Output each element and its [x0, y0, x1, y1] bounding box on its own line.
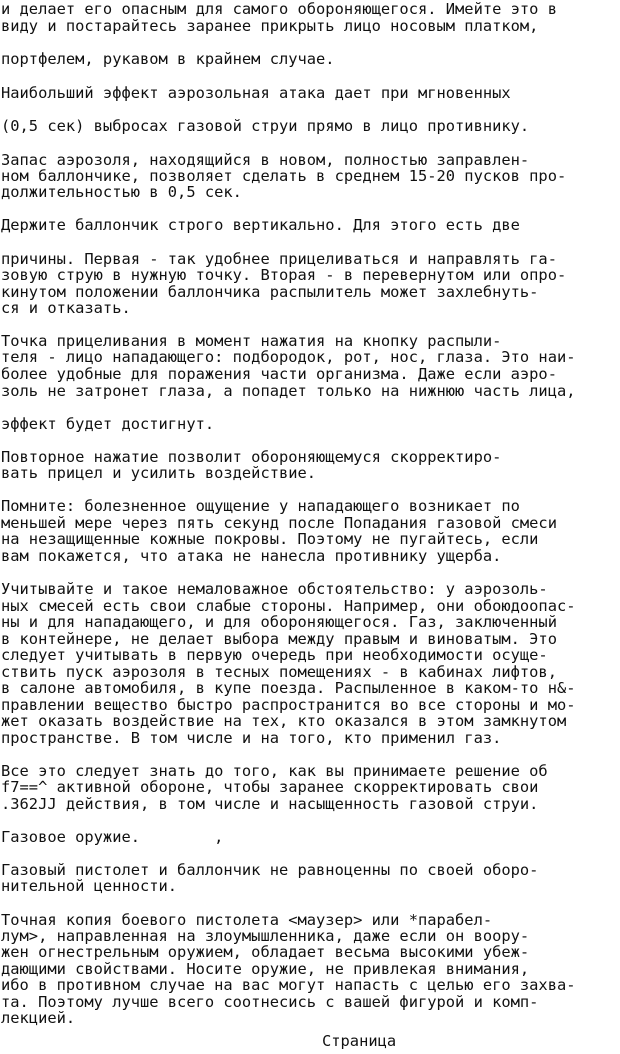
text-line: на незащищенные кожные покровы. Поэтому не пугайтесь, если: [1, 530, 539, 548]
text-line: зовую струю в нужную точку. Вторая - в перевернутом или опро-: [1, 266, 567, 284]
text-line: Запас аэрозоля, находящийся в новом, полностью заправлен-: [1, 151, 530, 169]
text-line: более удобные для поражения части организма. Даже если аэро-: [1, 365, 557, 383]
text-line: ном баллончике, позволяет сделать в среднем 15-20 пусков про-: [1, 167, 567, 185]
text-line: вам покажется, что атака не нанесла противнику ущерба.: [1, 547, 502, 565]
text-line: .362JJ действия, в том числе и насыщенность газовой струи.: [1, 795, 539, 813]
text-line: в контейнере, не делает выбора между правым и виноватым. Это: [1, 630, 557, 648]
text-line: кинутом положении баллончика распылитель может захлебнуть-: [1, 283, 539, 301]
text-line: эффект будет достигнут.: [1, 415, 215, 433]
text-line: меньшей мере через пять секунд после Попадания газовой смеси: [1, 514, 557, 532]
text-line: ных смесей есть свои слабые стороны. Например, они обоюдоопас-: [1, 597, 576, 615]
text-line: портфелем, рукавом в крайнем случае.: [1, 50, 335, 68]
text-line: жет оказать воздействие на тех, кто оказался в этом замкнутом: [1, 712, 567, 730]
text-line: (0,5 сек) выбросах газовой струи прямо в лицо противнику.: [1, 117, 530, 135]
text-line: Точная копия боевого пистолета <маузер> или *парабел-: [1, 911, 493, 929]
text-line: правлении вещество быстро распространится во все стороны и мо-: [1, 696, 576, 714]
text-line: ны и для нападающего, и для обороняющегося. Газ, заключенный: [1, 613, 557, 631]
text-line: жен огнестрельным оружием, обладает весьма высокими убеж-: [1, 943, 530, 961]
text-line: нительной ценности.: [1, 877, 178, 895]
text-line: в салоне автомобиля, в купе поезда. Распыленное в каком-то н&-: [1, 679, 576, 697]
text-line: Повторное нажатие позволит обороняющемуся скорректиро-: [1, 448, 502, 466]
text-line: Наибольший эффект аэрозольная атака дает при мгновенных: [1, 84, 511, 102]
text-line: следует учитывать в первую очередь при необходимости осуще-: [1, 646, 548, 664]
text-line: дающими свойствами. Носите оружие, не привлекая внимания,: [1, 960, 530, 978]
text-line: та. Поэтому лучше всего соотнесись с вашей фигурой и комп-: [1, 993, 539, 1011]
text-line: Газовое оружие. ,: [1, 828, 224, 846]
text-line: лекцией.: [1, 1009, 76, 1027]
text-line: вать прицел и усилить воздействие.: [1, 464, 317, 482]
text-line: ствить пуск аэрозоля в тесных помещениях - в кабинах лифтов,: [1, 663, 557, 681]
text-line: ся и отказать.: [1, 299, 131, 317]
text-line: и делает его опасным для самого обороняющегося. Имейте это в: [1, 0, 557, 18]
text-line: лум>, направленная на злоумышленника, даже если он воору-: [1, 927, 530, 945]
text-line: должительностью в 0,5 сек.: [1, 183, 242, 201]
text-line: Точка прицеливания в момент нажатия на кнопку распыли-: [1, 332, 502, 350]
text-line: ибо в противном случае на вас могут напасть с целью его захва-: [1, 976, 576, 994]
text-line: Газовый пистолет и баллончик не равноценны по своей оборо-: [1, 861, 539, 879]
page-footer: Страница: [322, 1032, 397, 1050]
text-line: теля - лицо нападающего: подбородок, рот, нос, глаза. Это наи-: [1, 348, 576, 366]
text-line: пространстве. В том числе и на того, кто применил газ.: [1, 729, 502, 747]
text-line: виду и постарайтесь заранее прикрыть лицо носовым платком,: [1, 17, 539, 35]
text-line: f7==^ активной обороне, чтобы заранее скорректировать свои: [1, 778, 539, 796]
text-line: причины. Первая - так удобнее прицеливаться и направлять га-: [1, 250, 557, 268]
text-line: золь не затронет глаза, а попадет только на нижнюю часть лица,: [1, 382, 576, 400]
text-line: Все это следует знать до того, как вы принимаете решение об: [1, 762, 548, 780]
text-line: Учитывайте и такое немаловажное обстоятельство: у аэрозоль-: [1, 580, 548, 598]
text-line: Держите баллончик строго вертикально. Для этого есть две: [1, 216, 520, 234]
text-line: Помните: болезненное ощущение у нападающего возникает по: [1, 497, 520, 515]
